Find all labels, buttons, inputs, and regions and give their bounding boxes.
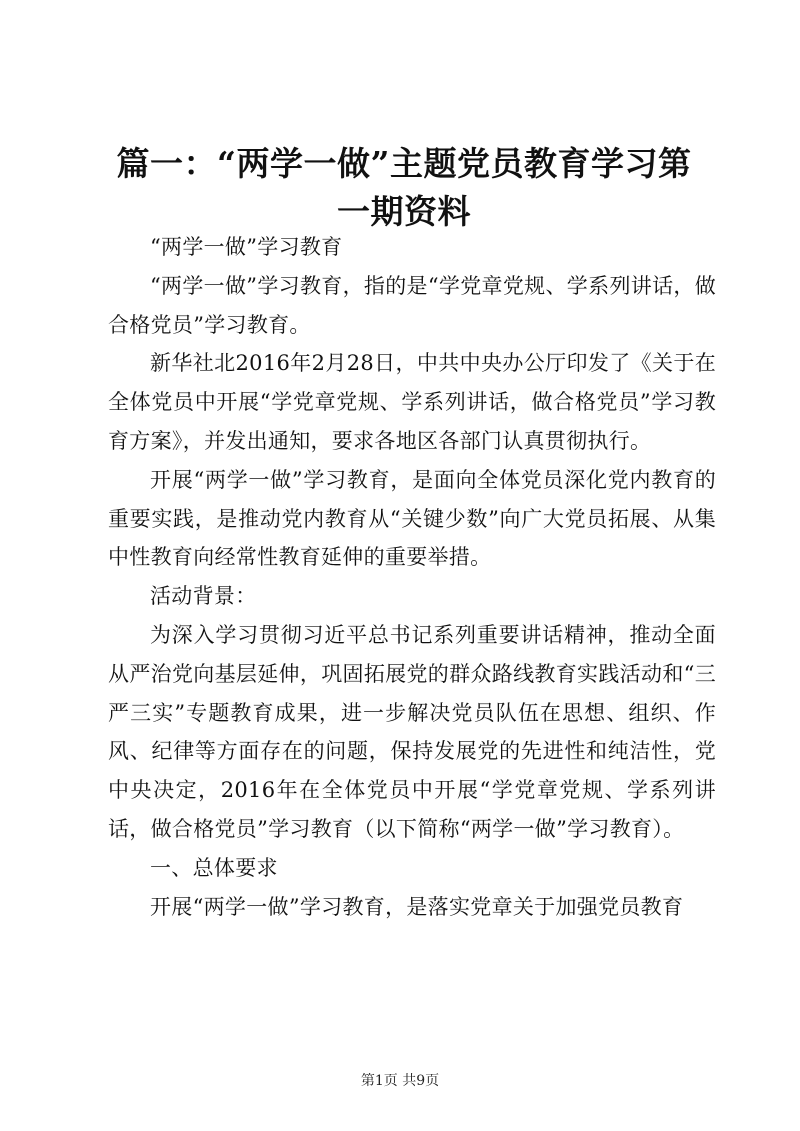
section-heading: 一、总体要求 xyxy=(150,855,278,880)
document-title: 篇一：“两学一做”主题党员教育学习第一期资料 xyxy=(116,144,692,231)
paragraph: 为深入学习贯彻习近平总书记系列重要讲话精神，推动全面从严治党向基层延伸，巩固拓展党的群众路线教育实践活动和“三严三实”专题教育成果，进一步解决党员队伍在思想、组织、作风、纪律等方面存在的问题，保持发展党的先进性和纯洁性，党中央决定，2016年在全体党员中开展“学党章党规、学系列讲话，做合格党员”学习教育（以下简称“两学一做”学习教育）。 xyxy=(108,622,716,841)
paragraph-heading: “两学一做”学习教育 xyxy=(150,235,343,259)
document-body xyxy=(108,228,716,926)
paragraph: 新华社北2016年2月28日，中共中央办公厅印发了《关于在全体党员中开展“学党章党规、学系列讲话，做合格党员”学习教育方案》，并发出通知，要求各地区各部门认真贯彻执行。 xyxy=(108,351,716,453)
paragraph-heading: 活动背景： xyxy=(150,584,257,609)
paragraph: “两学一做”学习教育，指的是“学党章党规、学系列讲话，做合格党员”学习教育。 xyxy=(108,273,716,337)
paragraph: 开展“两学一做”学习教育，是落实党章关于加强党员教育 xyxy=(150,894,684,919)
page-footer: 第1页 共9页 xyxy=(360,1073,440,1089)
paragraph: 开展“两学一做”学习教育，是面向全体党员深化党内教育的重要实践，是推动党内教育从“关键少数”向广大党员拓展、从集中性教育向经常性教育延伸的重要举措。 xyxy=(108,467,716,570)
